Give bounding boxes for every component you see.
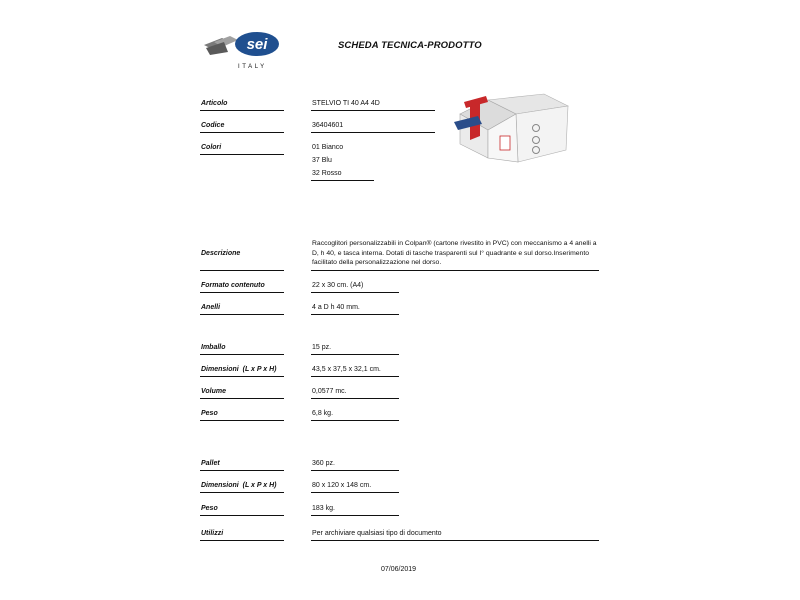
label-utilizzi: Utilizzi	[201, 530, 224, 537]
label-formato: Formato contenuto	[201, 282, 265, 289]
underline-codice-label	[200, 132, 284, 133]
underline-pallet-value	[311, 470, 399, 471]
label-pallet: Pallet	[201, 460, 220, 467]
underline-articolo-value	[311, 110, 435, 111]
underline-volume-value	[311, 398, 399, 399]
value-descrizione: Raccoglitori personalizzabili in Colpan® (cartone rivestito in PVC) con meccanismo a 4 anelli a D, h 40, e tasca interna. Dotati di tasche trasparenti sul I° quadrante e sul dorso.Inserimento facilitato della personalizzazione nel dorso.	[312, 240, 597, 267]
value-peso-pallet: 183 kg.	[312, 505, 335, 512]
value-colori-2: 37 Blu	[312, 157, 332, 164]
sei-logo	[202, 30, 282, 74]
underline-colori-label	[200, 154, 284, 155]
underline-codice-value	[311, 132, 435, 133]
label-codice: Codice	[201, 122, 225, 129]
logo-text: sei	[246, 36, 268, 53]
underline-imballo-label	[200, 354, 284, 355]
underline-descrizione-label	[200, 270, 284, 271]
label-peso-imballo: Peso	[201, 410, 218, 417]
ring-binder-photo-icon	[448, 92, 570, 168]
value-volume: 0,0577 mc.	[312, 388, 347, 395]
label-dimensioni-imballo: Dimensioni (L x P x H)	[201, 366, 277, 373]
underline-anelli-label	[200, 314, 284, 315]
underline-volume-label	[200, 398, 284, 399]
label-colori: Colori	[201, 144, 222, 151]
underline-dimensioni-pallet-value	[311, 492, 399, 493]
value-imballo: 15 pz.	[312, 344, 332, 351]
logo-italy: ITALY	[238, 64, 267, 70]
underline-peso-pallet-label	[200, 515, 284, 516]
label-imballo: Imballo	[201, 344, 226, 351]
label-dimensioni-pallet: Dimensioni (L x P x H)	[201, 482, 277, 489]
label-descrizione: Descrizione	[201, 250, 241, 257]
underline-peso-imballo-value	[311, 420, 399, 421]
label-volume: Volume	[201, 388, 227, 395]
underline-formato-value	[311, 292, 399, 293]
underline-anelli-value	[311, 314, 399, 315]
underline-formato-label	[200, 292, 284, 293]
underline-dimensioni-imballo-label	[200, 376, 284, 377]
label-peso-pallet: Peso	[201, 505, 218, 512]
underline-dimensioni-pallet-label	[200, 492, 284, 493]
underline-dimensioni-imballo-value	[311, 376, 399, 377]
underline-descrizione-value	[311, 270, 599, 271]
label-anelli: Anelli	[201, 304, 221, 311]
underline-pallet-label	[200, 470, 284, 471]
value-colori-3: 32 Rosso	[312, 170, 342, 177]
value-utilizzi: Per archiviare qualsiasi tipo di documento	[312, 530, 442, 537]
underline-peso-pallet-value	[311, 515, 399, 516]
value-codice: 36404601	[312, 122, 344, 129]
value-dimensioni-imballo: 43,5 x 37,5 x 32,1 cm.	[312, 366, 381, 373]
underline-colori-value	[311, 180, 374, 181]
product-image	[448, 92, 570, 168]
value-formato: 22 x 30 cm. (A4)	[312, 282, 364, 289]
underline-peso-imballo-label	[200, 420, 284, 421]
value-pallet: 360 pz.	[312, 460, 335, 467]
underline-utilizzi-label	[200, 540, 284, 541]
sei-logo-icon	[202, 30, 282, 62]
value-peso-imballo: 6,8 kg.	[312, 410, 334, 417]
label-articolo: Articolo	[201, 100, 228, 107]
value-anelli: 4 a D h 40 mm.	[312, 304, 360, 311]
underline-utilizzi-value	[311, 540, 599, 541]
value-articolo: STELVIO TI 40 A4 4D	[312, 100, 380, 107]
value-colori-1: 01 Bianco	[312, 144, 344, 151]
footer-date: 07/06/2019	[381, 566, 417, 573]
underline-imballo-value	[311, 354, 399, 355]
page-title: SCHEDA TECNICA-PRODOTTO	[338, 40, 482, 51]
value-dimensioni-pallet: 80 x 120 x 148 cm.	[312, 482, 372, 489]
underline-articolo-label	[200, 110, 284, 111]
